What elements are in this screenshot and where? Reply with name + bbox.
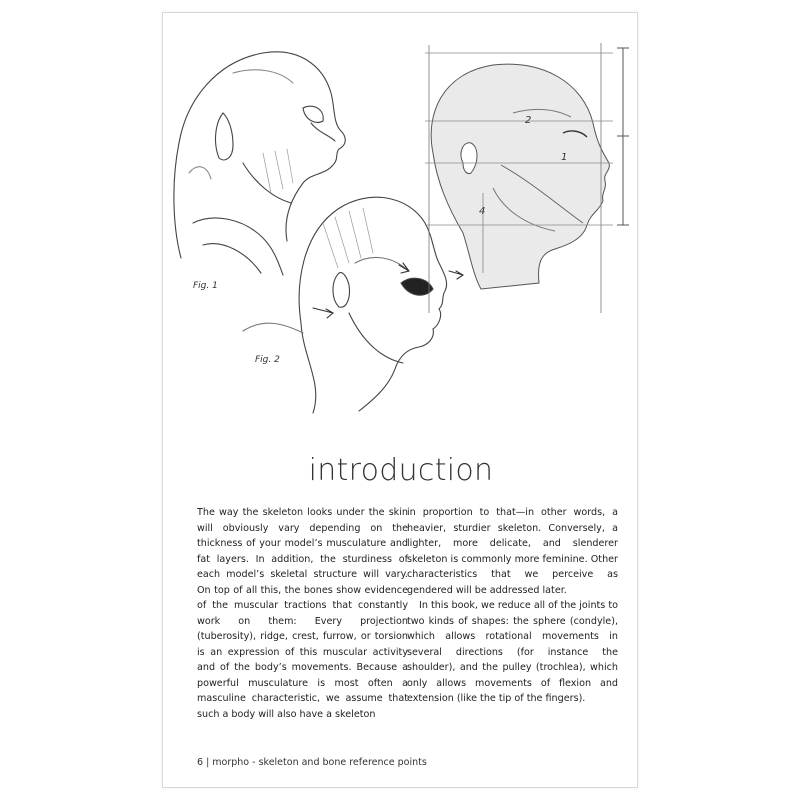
- head-anatomy-illustrations: [163, 13, 639, 433]
- body-paragraph-right-2: In this book, we reduce all of the joints to two kinds of shapes: the sphere (condyle), which allows rotational movements in several directions (for instance the shoulder), and the pulley (trochlea), which only allows movements of flexion and extension (like the tip of the fingers).: [407, 600, 618, 704]
- body-paragraph-right-1: in proportion to that—in other words, a heavier, sturdier skeleton. Conversely, a lighter, more delicate, and slenderer skeleton is commonly more feminine. Other characteristics that we perceive as gendered will be addressed later.: [407, 507, 618, 596]
- page-title: introduction: [308, 453, 494, 488]
- marker-1: 1: [561, 152, 568, 163]
- page-footer: 6 | morpho - skeleton and bone reference points: [197, 757, 427, 768]
- fig2-label: Fig. 2: [255, 355, 280, 365]
- body-column-right: [407, 505, 618, 707]
- fig2-drawing: [243, 197, 463, 413]
- fig1-label: Fig. 1: [193, 281, 218, 291]
- marker-4: 4: [479, 206, 486, 217]
- marker-2: 2: [525, 115, 532, 126]
- body-paragraph-left: The way the skeleton looks under the skin will obviously vary depending on the thickness of your model’s musculature and fat layers. In addition, the sturdiness of each model’s skeletal structure will vary. On top of all this, the bones show evidence of the muscular tractions that constantly work on them: Every projection (tuberosity), ridge, crest, furrow, or torsion is an expression of this muscular activity and of the body’s movements. Because a powerful musculature is most often a masculine characteristic, we assume that such a body will also have a skeleton: [197, 507, 408, 720]
- fig1-drawing: [174, 52, 345, 275]
- body-column-left: [197, 505, 408, 722]
- book-page: [162, 12, 638, 788]
